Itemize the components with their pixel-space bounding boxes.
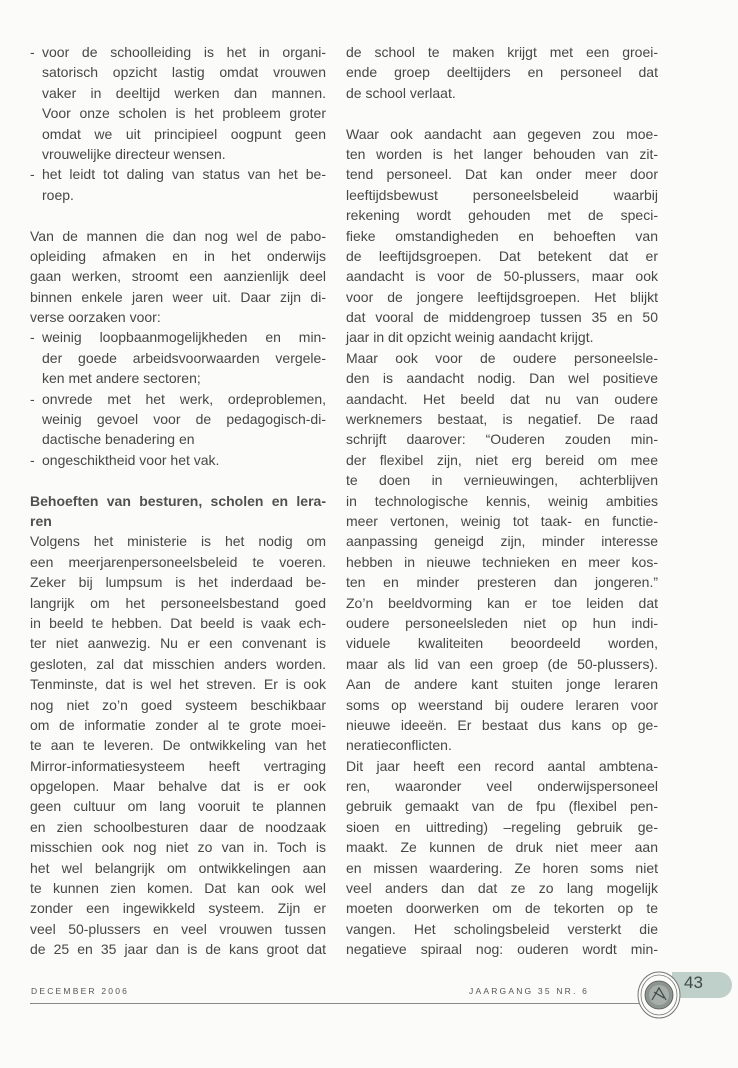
paragraph-line <box>30 939 326 959</box>
paragraph-line <box>346 185 658 205</box>
paragraph-line <box>346 919 658 939</box>
bullet-line <box>30 144 326 164</box>
footer-issue: JAARGANG 35 NR. 6 <box>469 986 590 996</box>
paragraph-line <box>30 572 326 592</box>
line-text: dactische benadering en <box>42 431 195 448</box>
line-text: negatieve spiraal nog: ouderen wordt min- <box>346 941 658 958</box>
paragraph-line <box>346 756 658 776</box>
line-text: tend personeel. Dat kan onder meer door <box>346 166 658 183</box>
line-text: ten worden is het langer behouden van zit- <box>346 145 658 162</box>
paragraph-line <box>30 796 326 816</box>
line-text: Maar ook voor de oudere personeelsle- <box>346 349 658 366</box>
paragraph-line <box>346 144 658 164</box>
paragraph-line <box>30 858 326 878</box>
line-text: het wel belangrijk om ontwikkelingen aan <box>30 859 326 876</box>
line-text: de leeftijdsgroepen. Dat betekent dat er <box>346 247 658 264</box>
line-text: Zeker bij lumpsum is het inderdaad be- <box>30 574 326 591</box>
paragraph-line <box>30 307 326 327</box>
line-text: en missen waardering. Ze horen soms niet <box>346 859 658 876</box>
paragraph-line <box>30 919 326 939</box>
left-text-column <box>30 42 326 960</box>
line-text: de 25 en 35 jaar dan is de kans groot dat <box>30 941 326 958</box>
line-text: vrouwelijke directeur wensen. <box>42 145 226 162</box>
line-text: misschien ook nog niet zo van in. Toch is <box>30 839 326 856</box>
line-text: veel anders dan dat ze zo lang mogelijk <box>346 880 658 897</box>
right-text-column <box>346 42 658 960</box>
line-text: het leidt tot daling van status van het be- <box>42 166 326 183</box>
paragraph-line <box>346 633 658 653</box>
line-text: om de informatie zonder al te grote moei- <box>30 716 326 733</box>
paragraph-line <box>346 531 658 551</box>
section-heading-line <box>30 511 326 531</box>
bullet-dash-icon: - <box>30 390 35 407</box>
paragraph-line <box>346 409 658 429</box>
paragraph-line <box>346 735 658 755</box>
line-text: leeftijdsbewust personeelsbeleid waarbij <box>346 186 658 203</box>
bullet-line <box>30 450 326 470</box>
line-text: omdat we uit principieel oogpunt geen <box>42 125 326 142</box>
paragraph-line <box>346 266 658 286</box>
bullet-line <box>30 164 326 184</box>
page-number: 43 <box>684 973 703 992</box>
paragraph-line <box>346 226 658 246</box>
line-text: te doen in vernieuwingen, achterblijven <box>346 472 658 489</box>
line-text: maakt. Ze kunnen de druk niet meer aan <box>346 839 658 856</box>
footer-date: DECEMBER 2006 <box>31 986 130 996</box>
bullet-line <box>30 389 326 409</box>
line-text: Volgens het ministerie is het nodig om <box>30 533 326 550</box>
paragraph-line <box>346 572 658 592</box>
line-text: Waar ook aandacht aan gegeven zou moe- <box>346 125 658 142</box>
paragraph-line <box>30 654 326 674</box>
paragraph-line <box>30 613 326 633</box>
line-text: Van de mannen die dan nog wel de pabo- <box>30 227 326 244</box>
line-text: weinig loopbaanmogelijkheden en min- <box>42 329 326 346</box>
bullet-line <box>30 124 326 144</box>
paragraph-line <box>346 124 658 144</box>
footer-divider <box>30 1003 642 1004</box>
paragraph-line <box>30 695 326 715</box>
paragraph-line <box>346 83 658 103</box>
line-text: rekening wordt gehouden met de speci- <box>346 207 658 224</box>
line-text: aandacht. Het beeld dat nu van oudere <box>346 390 658 407</box>
paragraph-line <box>346 368 658 388</box>
paragraph-line <box>30 756 326 776</box>
paragraph-line <box>346 450 658 470</box>
paragraph-line <box>346 695 658 715</box>
paragraph-line <box>346 327 658 347</box>
paragraph-line <box>346 389 658 409</box>
paragraph-line <box>346 42 658 62</box>
line-text: nog niet zo’n goed systeem beschikbaar <box>30 696 326 713</box>
line-text: Aan de andere kant stuiten jonge leraren <box>346 676 658 693</box>
paragraph-line <box>30 287 326 307</box>
line-text: ende groep deeltijders en personeel dat <box>346 64 658 81</box>
line-text: weinig gevoel voor de pedagogisch-di- <box>42 411 326 428</box>
line-text: ren, waaronder veel onderwijspersoneel <box>346 778 658 795</box>
section-heading-line <box>30 491 326 511</box>
line-text: oudere personeelsleden niet op hun indi- <box>346 614 658 631</box>
bullet-line <box>30 185 326 205</box>
line-text: sioen en uittreding) –regeling gebruik ge- <box>346 818 658 835</box>
paragraph-line <box>346 939 658 959</box>
paragraph-line <box>346 62 658 82</box>
paragraph-line <box>346 205 658 225</box>
line-text: nieuwe ideeën. Er bestaat dus kans op ge- <box>346 716 658 733</box>
line-text: voor de jongere leeftijdsgroepen. Het blijkt <box>346 288 658 305</box>
line-text: geen cultuur om lang vooruit te plannen <box>30 798 326 815</box>
bullet-line <box>30 348 326 368</box>
line-text: ter niet aanwezig. Nu er een convenant is <box>30 635 326 652</box>
line-text: Dit jaar heeft een record aantal ambtena- <box>346 757 658 774</box>
paragraph-spacer <box>30 470 326 490</box>
paragraph-line <box>346 287 658 307</box>
paragraph-line <box>346 654 658 674</box>
line-text: Voor onze scholen is het probleem groter <box>42 105 326 122</box>
line-text: werknemers bestaat, is negatief. De raad <box>346 411 658 428</box>
line-text: moeten doorwerken om de tekorten op te <box>346 900 658 917</box>
bullet-dash-icon: - <box>30 451 35 468</box>
line-text: veel 50-plussers en veel vrouwen tussen <box>30 920 326 937</box>
line-text: schrijft daarover: “Ouderen zouden min- <box>346 431 658 448</box>
bullet-line <box>30 368 326 388</box>
paragraph-line <box>346 858 658 878</box>
paragraph-line <box>346 552 658 572</box>
paragraph-line <box>346 491 658 511</box>
paragraph-line <box>30 593 326 613</box>
paragraph-line <box>30 776 326 796</box>
paragraph-line <box>346 511 658 531</box>
bullet-line <box>30 83 326 103</box>
line-text: voor de schoolleiding is het in organi- <box>42 44 326 60</box>
paragraph-line <box>30 674 326 694</box>
paragraph-line <box>346 593 658 613</box>
paragraph-line <box>30 898 326 918</box>
line-text: langrijk om het personeelsbestand goed <box>30 594 326 611</box>
line-text: verse oorzaken voor: <box>30 309 161 326</box>
bullet-dash-icon: - <box>30 329 35 346</box>
bullet-line <box>30 62 326 82</box>
bullet-dash-icon: - <box>30 166 35 183</box>
line-text: ken met andere sectoren; <box>42 370 201 387</box>
paragraph-line <box>30 878 326 898</box>
paragraph-line <box>30 817 326 837</box>
paragraph-line <box>346 470 658 490</box>
paragraph-line <box>346 796 658 816</box>
line-text: den is aandacht nodig. Dan wel positieve <box>346 370 658 387</box>
line-text: binnen enkele jaren weer uit. Daar zijn di- <box>30 288 326 305</box>
paragraph-line <box>346 429 658 449</box>
line-text: vaker in deeltijd werken dan mannen. <box>42 84 326 101</box>
line-text: Mirror-informatiesysteem heeft vertraging <box>30 757 326 774</box>
paragraph-line <box>30 735 326 755</box>
paragraph-line <box>346 613 658 633</box>
paragraph-line <box>346 674 658 694</box>
line-text: Zo’n beeldvorming kan er toe leiden dat <box>346 594 658 611</box>
paragraph-line <box>346 898 658 918</box>
paragraph-line <box>346 776 658 796</box>
line-text: de school te maken krijgt met een groei- <box>346 44 658 60</box>
paragraph-line <box>30 552 326 572</box>
line-text: zonder een ingewikkeld systeem. Zijn er <box>30 900 326 917</box>
paragraph-line <box>346 246 658 266</box>
bullet-line <box>30 103 326 123</box>
line-text: fieke omstandigheden en behoeften van <box>346 227 658 244</box>
line-text: gebruik gemaakt van de fpu (flexibel pen- <box>346 798 658 815</box>
paragraph-line <box>346 837 658 857</box>
line-text: satorisch opzicht lastig omdat vrouwen <box>42 64 326 81</box>
line-text: jaar in dit opzicht weinig aandacht krijgt. <box>346 329 594 346</box>
line-text: gesloten, zal dat misschien anders worden. <box>30 655 326 672</box>
line-text: Behoeften van besturen, scholen en lera- <box>30 492 326 509</box>
journal-seal-icon <box>636 970 682 1020</box>
line-text: een meerjarenpersoneelsbeleid te voeren. <box>30 553 326 570</box>
line-text: maar als lid van een groep (de 50-plussers). <box>346 655 658 672</box>
bullet-line <box>30 327 326 347</box>
paragraph-line <box>346 715 658 735</box>
paragraph-line <box>346 817 658 837</box>
line-text: ongeschiktheid voor het vak. <box>42 451 220 468</box>
bullet-line <box>30 429 326 449</box>
bullet-line <box>30 42 326 62</box>
paragraph-line <box>30 226 326 246</box>
paragraph-line <box>30 266 326 286</box>
paragraph-line <box>346 878 658 898</box>
paragraph-line <box>346 164 658 184</box>
line-text: ren <box>30 512 52 529</box>
paragraph-line <box>30 531 326 551</box>
line-text: vangen. Het scholingsbeleid versterkt die <box>346 920 658 937</box>
line-text: Tenminste, dat is wel het streven. Er is ook <box>30 676 326 693</box>
line-text: neratieconflicten. <box>346 737 452 754</box>
line-text: te kunnen zien komen. Dat kan ook wel <box>30 880 326 897</box>
line-text: aanpassing geneigd zijn, minder interesse <box>346 533 658 550</box>
line-text: onvrede met het werk, ordeproblemen, <box>42 390 326 407</box>
paragraph-line <box>30 246 326 266</box>
line-text: der flexibel zijn, niet erg bereid om mee <box>346 451 658 468</box>
line-text: de school verlaat. <box>346 84 456 101</box>
line-text: in technologische kennis, weinig ambities <box>346 492 658 509</box>
paragraph-line <box>346 348 658 368</box>
line-text: viduele kwaliteiten beoordeeld worden, <box>346 635 658 652</box>
line-text: en zien schoolbesturen daar de noodzaak <box>30 818 326 835</box>
paragraph-spacer <box>346 103 658 123</box>
paragraph-line <box>346 307 658 327</box>
paragraph-line <box>30 715 326 735</box>
line-text: aandacht is voor de 50-plussers, maar ook <box>346 268 658 285</box>
line-text: gaan werken, stroomt een aanzienlijk deel <box>30 268 326 285</box>
line-text: soms op weerstand bij oudere leraren voor <box>346 696 658 713</box>
paragraph-line <box>30 837 326 857</box>
line-text: ten en minder presteren dan jongeren.” <box>346 574 658 591</box>
paragraph-line <box>30 633 326 653</box>
line-text: in beeld te hebben. Dat beeld is vaak ech- <box>30 614 326 631</box>
paragraph-spacer <box>30 205 326 225</box>
line-text: der goede arbeidsvoorwaarden vergele- <box>42 349 326 366</box>
line-text: meer vertonen, weinig tot taak- en functie- <box>346 512 658 529</box>
bullet-line <box>30 409 326 429</box>
line-text: opgelopen. Maar behalve dat is er ook <box>30 778 326 795</box>
line-text: te aan te leveren. De ontwikkeling van het <box>30 737 326 754</box>
line-text: roep. <box>42 186 74 203</box>
line-text: hebben in nieuwe technieken en meer kos- <box>346 553 658 570</box>
line-text: dat vooral de middengroep tussen 35 en 50 <box>346 309 658 326</box>
line-text: opleiding afmaken en in het onderwijs <box>30 247 326 264</box>
bullet-dash-icon: - <box>30 44 35 60</box>
